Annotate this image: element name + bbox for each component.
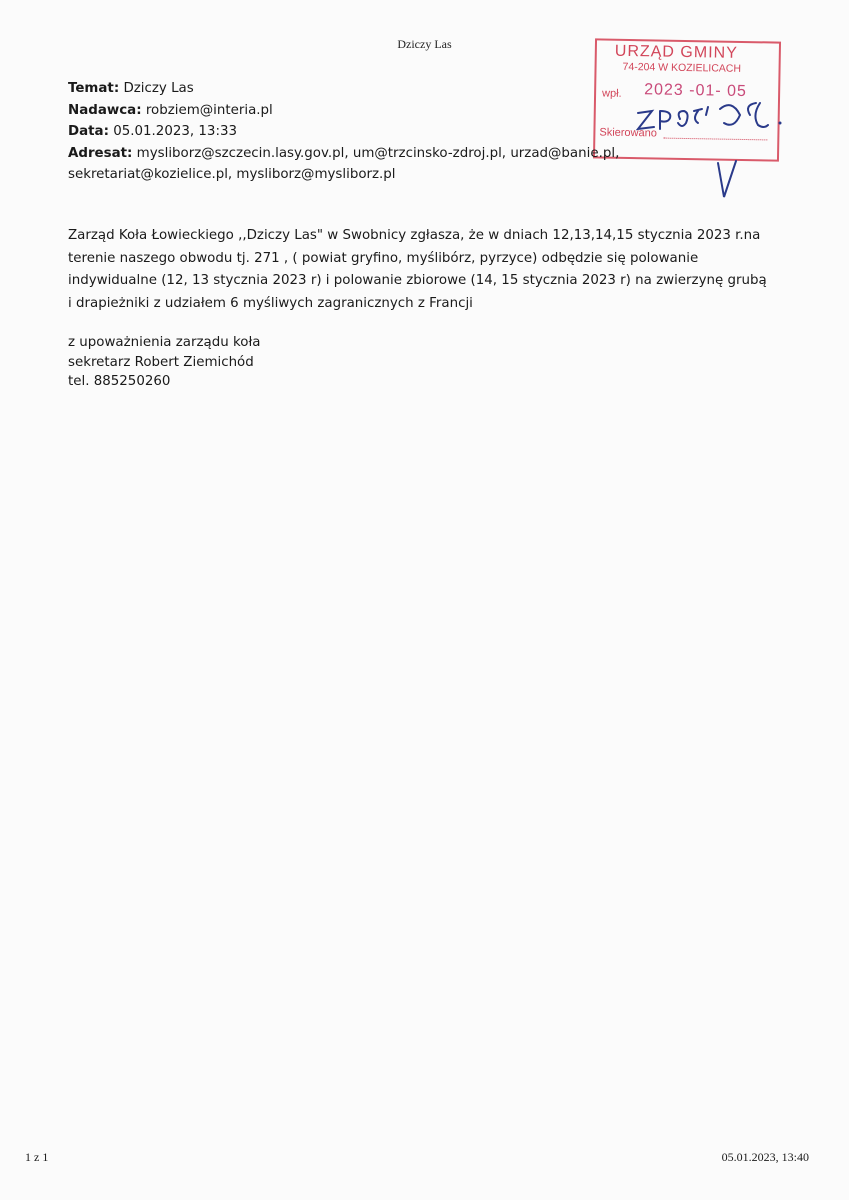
sender-value: robziem@interia.pl — [145, 102, 273, 118]
signature-line2: sekretarz Robert Ziemichód — [68, 354, 254, 370]
stamp-received-date: 2023 -01- 05 — [644, 81, 748, 101]
page-number: 1 z 1 — [25, 1150, 49, 1164]
recipients-label: Adresat: — [68, 145, 133, 161]
sender-row — [68, 100, 688, 122]
stamp-received-label: wpł. — [601, 87, 622, 100]
sender-label: Nadawca: — [68, 102, 142, 118]
date-label: Data: — [68, 124, 109, 139]
date-value: 05.01.2023, 13:33 — [113, 124, 237, 139]
email-headers — [68, 78, 688, 186]
print-timestamp: 05.01.2023, 13:40 — [721, 1150, 809, 1164]
recipients-line1: mysliborz@szczecin.lasy.gov.pl, um@trzcinsko-zdroj.pl, urzad@banie.pl, — [136, 145, 620, 161]
recipients-row — [68, 143, 688, 165]
stamp-directed-label: Skierowano — [599, 126, 658, 140]
message-paragraph: Zarząd Koła Łowieckiego ,,Dziczy Las" w Swobnicy zgłasza, że w dniach 12,13,14,15 stycznia 2023 r.na terenie naszego obwodu tj. 271 , ( powiat gryfino, myślibórz, pyrzyce) odbędzie się polowanie indywidualne (12, 13 stycznia 2023 r) i polowanie zbiorowe (14, 15 stycznia 2023 r) na zwierzynę grubą i drapieżniki z udziałem 6 myśliwych zagranicznych z Francji — [68, 228, 767, 311]
signature-line1: z upoważnienia zarządu koła — [68, 335, 261, 350]
signature-line3: tel. 885250260 — [68, 374, 171, 389]
page-title: Dziczy Las — [397, 37, 452, 51]
stamp-office: URZĄD GMINY — [614, 42, 738, 62]
message-body — [68, 225, 768, 315]
topic-label: Temat: — [68, 81, 120, 96]
signature-block — [68, 333, 260, 392]
stamp-address: 74-204 W KOZIELICACH — [622, 60, 742, 75]
topic-value: Dziczy Las — [123, 81, 194, 96]
date-row — [68, 121, 688, 143]
recipients-line2: sekretariat@kozielice.pl, mysliborz@mysliborz.pl — [68, 167, 396, 182]
topic-row — [68, 78, 688, 100]
